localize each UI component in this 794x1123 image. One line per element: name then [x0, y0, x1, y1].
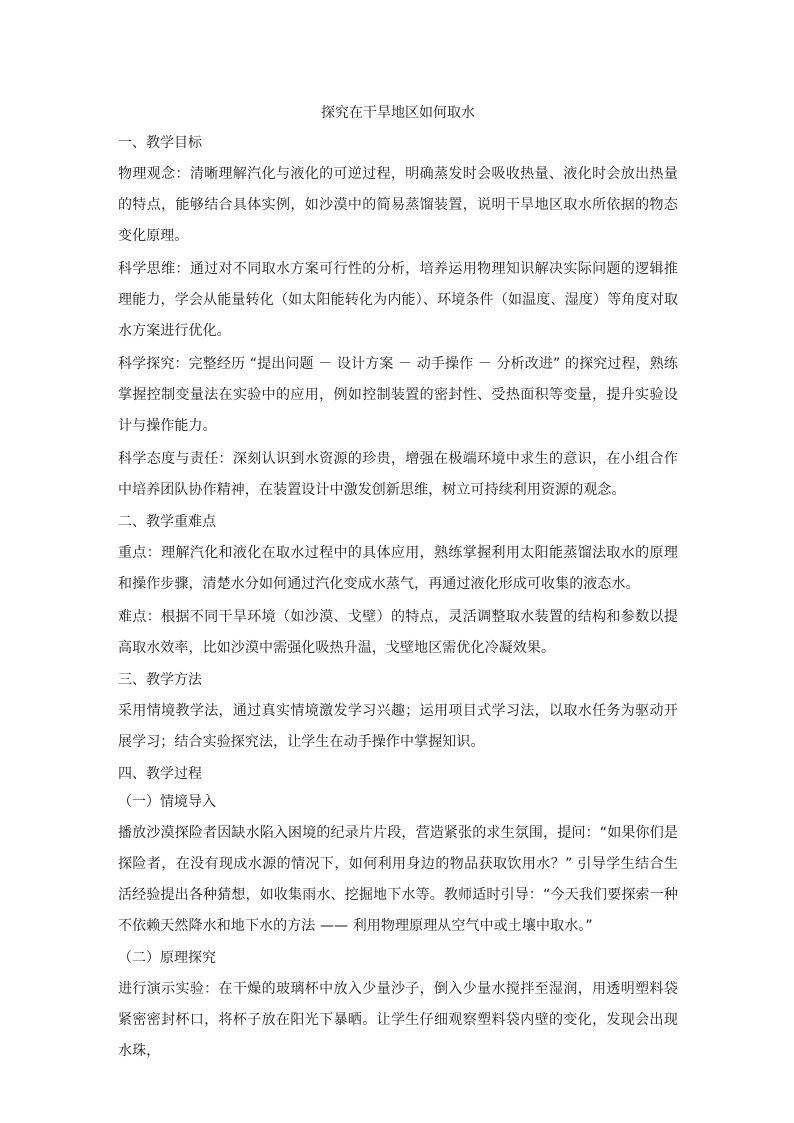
subsection-heading-introduction: （一）情境导入 [118, 794, 216, 810]
section-heading-process: 四、教学过程 [118, 766, 202, 782]
paragraph-key-point: 重点：理解汽化和液化在取水过程中的具体应用，熟练掌握利用太阳能蒸馏法取水的原理和操作步骤，清楚水分如何通过汽化变成水蒸气，再通过液化形成可收集的液态水。 [118, 545, 678, 592]
section-heading-objectives: 一、教学目标 [118, 135, 202, 151]
paragraph-principle: 进行演示实验：在干燥的玻璃杯中放入少量沙子，倒入少量水搅拌至湿润，用透明塑料袋紧密密封杯口，将杯子放在阳光下暴晒。让学生仔细观察塑料袋内壁的变化，发现会出现水珠， [118, 981, 678, 1059]
paragraph-physics-concept: 物理观念：清晰理解汽化与液化的可逆过程，明确蒸发时会吸收热量、液化时会放出热量的特点，能够结合具体实例，如沙漠中的简易蒸馏装置，说明干旱地区取水所依据的物态变化原理。 [118, 166, 678, 244]
paragraph-scientific-thinking: 科学思维：通过对不同取水方案可行性的分析，培养运用物理知识解决实际问题的逻辑推理能力，学会从能量转化（如太阳能转化为内能）、环境条件（如温度、湿度）等角度对取水方案进行优化。 [118, 261, 678, 339]
document-body [118, 101, 678, 1069]
subsection-heading-principle: （二）原理探究 [118, 950, 216, 966]
paragraph-scientific-inquiry: 科学探究：完整经历 “提出问题 － 设计方案 － 动手操作 － 分析改进” 的探究过程，熟练掌握控制变量法在实验中的应用，例如控制装置的密封性、受热面积等变量，提升实验设计与操作能力。 [118, 356, 678, 434]
section-heading-methods: 三、教学方法 [118, 672, 202, 688]
section-heading-key-points: 二、教学重难点 [118, 514, 216, 530]
paragraph-difficult-point: 难点：根据不同干旱环境（如沙漠、戈壁）的特点，灵活调整取水装置的结构和参数以提高取水效率，比如沙漠中需强化吸热升温，戈壁地区需优化冷凝效果。 [118, 609, 678, 656]
paragraph-methods: 采用情境教学法，通过真实情境激发学习兴趣；运用项目式学习法，以取水任务为驱动开展学习；结合实验探究法，让学生在动手操作中掌握知识。 [118, 703, 678, 750]
paragraph-introduction: 播放沙漠探险者因缺水陷入困境的纪录片片段，营造紧张的求生氛围，提问：“如果你们是探险者，在没有现成水源的情况下，如何利用身边的物品获取饮用水？” 引导学生结合生活经验提出各种猜想，如收集雨水、挖掘地下水等。教师适时引导：“今天我们要探索一种不依赖天然降水和地下水的方法 —— 利用物理原理从空气中或土壤中取水。” [118, 825, 678, 934]
paragraph-attitude-responsibility: 科学态度与责任：深刻认识到水资源的珍贵，增强在极端环境中求生的意识，在小组合作中培养团队协作精神，在装置设计中激发创新思维，树立可持续利用资源的观念。 [118, 451, 678, 498]
document-title: 探究在干旱地区如何取水 [321, 105, 475, 121]
